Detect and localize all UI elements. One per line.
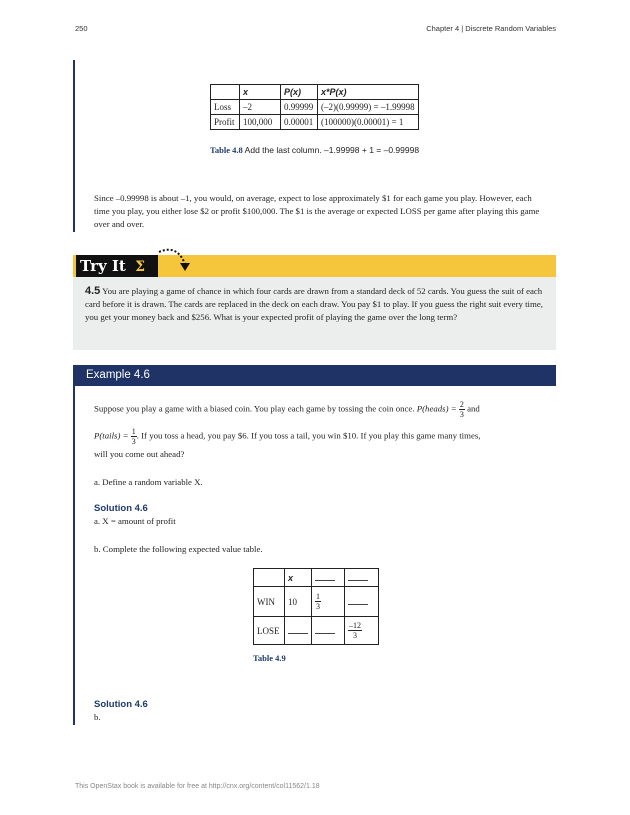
table-row	[254, 617, 379, 645]
example-line1	[94, 400, 554, 419]
body-paragraph: Since –0.99998 is about –1, you would, on average, expect to lose approximately $1 for each game you play. However, each time you play, you either lose $2 or profit $100,000. The $1 is the average or expected LOSS per game after playing this game over and over.	[94, 193, 540, 229]
heads-fraction: $\frac{2}{3}$	[459, 400, 464, 419]
example-text: . If you toss a head, you pay $6. If you toss a tail, you win $10. If you play this game many times,	[136, 430, 481, 441]
chapter-title: Chapter 4 | Discrete Random Variables	[426, 24, 556, 33]
part-a: a. Define a random variable X.	[94, 477, 203, 487]
blank-cell	[345, 587, 379, 617]
footer-link[interactable]: This OpenStax book is available for free at http://cnx.org/content/col11562/1.18	[75, 783, 320, 790]
solution-b-text: b.	[94, 712, 101, 722]
table-cell: (100000)(0.00001) = 1	[318, 115, 419, 130]
table-4-9	[253, 568, 379, 645]
example-line3: will you come out ahead?	[94, 449, 185, 459]
header-px: P(x)	[281, 85, 318, 100]
dotted-arrow-icon	[155, 246, 195, 274]
header-xpx: x*P(x)	[318, 85, 419, 100]
try-it-label	[76, 255, 158, 277]
lose-label: LOSE	[254, 617, 285, 645]
table-header-row	[211, 85, 419, 100]
solution-title: Solution 4.6	[94, 503, 148, 514]
page-number: 250	[75, 24, 88, 33]
table-header-row	[254, 569, 379, 587]
blank-cell	[285, 617, 312, 645]
caption-label: Table 4.8	[210, 145, 243, 155]
caption-text: Add the last column. –1.99998 + 1 = –0.99998	[244, 145, 420, 155]
left-accent-bar	[73, 60, 75, 232]
table-cell: Profit	[211, 115, 240, 130]
header-x: x	[240, 85, 281, 100]
example-text: and	[467, 403, 480, 414]
sigma-icon: Σ	[135, 259, 145, 275]
win-label: WIN	[254, 587, 285, 617]
table-4-9-caption: Table 4.9	[253, 653, 286, 663]
try-it-question: You are playing a game of chance in which four cards are drawn from a standard deck of 52 cards. You guess the suit of each card before it is drawn. The cards are replaced in the deck on each draw. You pay $1 to play. If you guess the right suit every time, you get your money back and $256. What is your expected profit of playing the game over the long term?	[85, 286, 543, 322]
solution-a-text: a. X = amount of profit	[94, 516, 176, 526]
example-title: Example 4.6	[86, 369, 150, 381]
table-cell: 0.00001	[281, 115, 318, 130]
solution-title: Solution 4.6	[94, 699, 148, 710]
table-cell: Loss	[211, 100, 240, 115]
table-4-8	[210, 84, 419, 130]
try-it-content	[85, 285, 549, 324]
table-cell: (–2)(0.99999) = –1.99998	[318, 100, 419, 115]
try-it-text: Try It	[80, 257, 126, 275]
tails-prob-label: P(tails) =	[94, 430, 129, 441]
example-header	[73, 365, 556, 386]
table-cell: –2	[240, 100, 281, 115]
blank-cell	[312, 617, 345, 645]
blank-header	[345, 569, 379, 587]
table-row	[211, 115, 419, 130]
table-4-8-caption	[210, 145, 420, 156]
table-row	[254, 587, 379, 617]
blank-header	[312, 569, 345, 587]
example-accent-bar	[73, 386, 75, 725]
header-x: x	[285, 569, 312, 587]
example-line2	[94, 427, 554, 446]
heads-prob-label: P(heads) =	[416, 403, 457, 414]
table-cell: 0.99999	[281, 100, 318, 115]
win-x: 10	[285, 587, 312, 617]
table-row	[211, 100, 419, 115]
example-text: Suppose you play a game with a biased coin. You play each game by tossing the coin once.	[94, 403, 415, 414]
win-prob: $\frac{1}{3}$	[312, 587, 345, 617]
table-cell: 100,000	[240, 115, 281, 130]
lose-xp: $\frac{-12}{3}$	[345, 617, 379, 645]
part-b: b. Complete the following expected value table.	[94, 544, 263, 554]
try-it-number: 4.5	[85, 285, 101, 297]
tails-fraction: $\frac{1}{3}$	[131, 427, 136, 446]
